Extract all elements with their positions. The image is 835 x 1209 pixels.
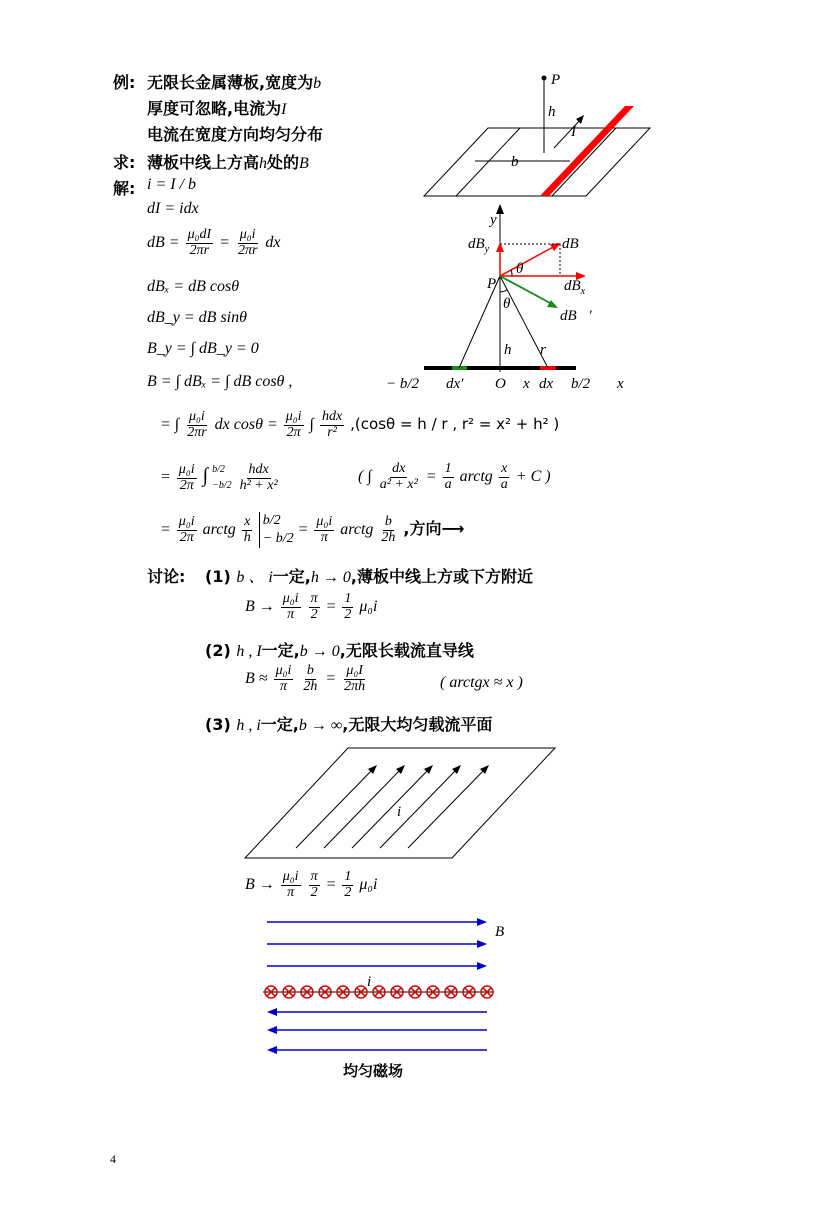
case1-tail: μ₀i bbox=[359, 597, 378, 615]
case3-eq bbox=[245, 870, 377, 900]
case3-den3: 2 bbox=[344, 884, 352, 900]
ask-text: 薄板中线上方高 bbox=[147, 153, 260, 172]
case2-eq-a: B ≈ bbox=[245, 669, 268, 687]
case2-num2: b bbox=[306, 663, 314, 678]
plane-outline bbox=[245, 748, 555, 858]
fig2-label-h: h bbox=[504, 342, 512, 358]
example-label: 例: bbox=[113, 73, 136, 92]
eq-line-10 bbox=[160, 512, 464, 548]
fig1-label-I: I bbox=[571, 124, 576, 140]
eq9-upper: b/2 bbox=[212, 464, 225, 475]
field-head-top-3 bbox=[477, 962, 487, 970]
case1-desc: ,薄板中线上方或下方附近 bbox=[350, 567, 533, 586]
ask-tail: 处的 bbox=[267, 153, 300, 172]
current-arrowheads bbox=[368, 765, 489, 774]
problem-text-2: 厚度可忽略,电流为 bbox=[147, 99, 282, 118]
case1-eq bbox=[245, 592, 377, 622]
case2-note: ( arctgx ≈ x ) bbox=[440, 674, 523, 691]
fig2-dBy-main: dB bbox=[468, 236, 485, 252]
fig1-label-h: h bbox=[548, 104, 556, 120]
eq3-lhs: dB = bbox=[147, 233, 180, 251]
field-head-bottom-1 bbox=[267, 1008, 277, 1016]
eq10-lower: − b/2 bbox=[262, 531, 294, 547]
eq10-num2: x bbox=[244, 514, 251, 529]
fig2-label-dB: dB⃗ bbox=[562, 236, 591, 252]
case1-num3: 1 bbox=[344, 591, 352, 606]
field-heads-above bbox=[477, 918, 487, 970]
ask-line bbox=[147, 150, 321, 173]
solution-label: 解: bbox=[113, 179, 136, 198]
eq9-den1: 2π bbox=[179, 477, 194, 493]
current-line-1 bbox=[296, 768, 374, 848]
strip-edge-right bbox=[552, 128, 616, 196]
eq-B-integral: B = ∫ dBₓ = ∫ dB cosθ , bbox=[147, 373, 293, 390]
case3-limit: b → ∞ bbox=[298, 717, 343, 734]
eq3-num2: μ₀i bbox=[239, 227, 256, 242]
fig2-dBy-sub: y bbox=[484, 244, 490, 255]
field-lines-below bbox=[273, 1012, 487, 1050]
eq9-num2: hdx bbox=[248, 461, 269, 477]
eq10-den2: h bbox=[243, 529, 251, 545]
fig2-label-theta-top: θ bbox=[516, 261, 524, 277]
eq9-a: = bbox=[160, 468, 171, 486]
case1-vars: b 、 i bbox=[236, 569, 273, 586]
case-1 bbox=[205, 564, 533, 587]
fig4-label-i: i bbox=[367, 974, 372, 990]
current-line-4 bbox=[380, 768, 458, 848]
case3-tail: μ₀i bbox=[359, 875, 378, 893]
fig2-label-x-pos: x bbox=[523, 376, 530, 392]
fig2-label-dx-prime: dx′ bbox=[446, 376, 464, 392]
case2-eq-sign: = bbox=[325, 669, 337, 687]
case2-den1: π bbox=[279, 678, 287, 694]
eq8-den3: r² bbox=[327, 424, 337, 440]
fig2-label-P: P bbox=[487, 276, 497, 292]
eq8-num2: μ₀i bbox=[285, 409, 302, 424]
eq9-note-eq: = bbox=[425, 467, 437, 485]
eq10-a: = bbox=[160, 520, 171, 538]
case2-eq bbox=[245, 664, 369, 694]
eq10-num1: μ₀i bbox=[178, 514, 195, 529]
case3-den2: 2 bbox=[310, 884, 318, 900]
current-line-5 bbox=[408, 768, 486, 848]
case2-limit: b → 0 bbox=[299, 643, 340, 660]
problem-line-1 bbox=[147, 70, 321, 93]
eq3-num1: μ₀dI bbox=[187, 227, 212, 242]
fig2-label-y: y bbox=[490, 212, 497, 228]
eq8-num3: hdx bbox=[321, 409, 343, 424]
var-I: I bbox=[281, 101, 287, 118]
fig1-label-b: b bbox=[511, 154, 519, 170]
case1-den1: π bbox=[287, 606, 295, 622]
fig2-label-r: r bbox=[540, 342, 546, 358]
case3-const: 一定, bbox=[260, 715, 299, 734]
current-lines bbox=[296, 768, 486, 848]
case3-den1: π bbox=[287, 884, 295, 900]
eq8-num1: μ₀i bbox=[189, 409, 205, 424]
eq8-den1: 2πr bbox=[187, 424, 207, 440]
case2-num3: μ₀I bbox=[346, 663, 363, 678]
fig2-label-x-axis: x bbox=[617, 376, 624, 392]
fig4-label-B: B⃗ bbox=[495, 924, 516, 940]
uniform-field-figure bbox=[255, 910, 525, 1082]
problem-text-1: 无限长金属薄板,宽度为 bbox=[147, 73, 314, 92]
eq9-int: ∫ bbox=[202, 464, 209, 487]
eq3-den1: 2πr bbox=[189, 242, 210, 258]
eq-dBy: dB_y = dB sinθ bbox=[147, 309, 247, 326]
current-line-3 bbox=[352, 768, 430, 848]
eq-line-9-note bbox=[358, 462, 551, 492]
eq9-note-tail: + C ) bbox=[515, 467, 551, 485]
case3-num3: 1 bbox=[344, 869, 352, 884]
strip-perspective-figure bbox=[420, 66, 660, 202]
field-head-top-1 bbox=[477, 918, 487, 926]
case2-vars: h , I bbox=[236, 643, 262, 660]
case3-num1: μ₀i bbox=[282, 869, 299, 884]
eq8-note: ,(cosθ = h / r , r² = x² + h² ) bbox=[350, 414, 560, 433]
eq9-note-a: ( ∫ bbox=[358, 467, 372, 485]
ask-label: 求: bbox=[113, 153, 136, 172]
fig2-dBx-main: dB bbox=[564, 278, 581, 294]
current-arrow bbox=[554, 118, 582, 148]
fig2-label-neg-half-b: − b/2 bbox=[386, 376, 420, 392]
eq10-upper: b/2 bbox=[262, 513, 281, 528]
eq-dI: dI = idx bbox=[147, 200, 199, 217]
fig2-label-half-b: b/2 bbox=[571, 376, 591, 392]
eq-line-9 bbox=[160, 462, 282, 494]
case1-eq-a: B → bbox=[245, 597, 275, 615]
eq-By: B_y = ∫ dB_y = 0 bbox=[147, 340, 259, 357]
eq8-den2: 2π bbox=[286, 424, 301, 440]
field-head-bottom-3 bbox=[267, 1046, 277, 1054]
fig2-dBx-sub: x bbox=[580, 286, 586, 297]
fig3-label-i: i bbox=[397, 804, 402, 820]
case1-num1: μ₀i bbox=[282, 591, 299, 606]
eq3-eq: = bbox=[219, 233, 230, 251]
eq9-note-num1: dx bbox=[392, 461, 406, 476]
current-line-2 bbox=[324, 768, 402, 848]
eq9-note-num2: 1 bbox=[444, 461, 452, 476]
eq-dB bbox=[147, 228, 281, 258]
eq10-mid2: arctg bbox=[340, 520, 374, 538]
eq8-b: dx cosθ = bbox=[214, 415, 278, 433]
case2-const: 一定, bbox=[261, 641, 300, 660]
case1-const: 一定, bbox=[272, 567, 311, 586]
eq-line-8 bbox=[160, 410, 559, 440]
var-h: h bbox=[259, 155, 268, 172]
point-P-dot bbox=[542, 76, 547, 81]
infinite-plane-figure bbox=[240, 744, 560, 864]
theta-arc-top bbox=[511, 270, 512, 276]
case1-num: (1) bbox=[205, 567, 231, 586]
fig2-label-dB-prime: dB⃗′ bbox=[560, 308, 592, 324]
eq10-eq: = bbox=[297, 520, 309, 538]
case3-num2: π bbox=[310, 869, 318, 884]
case1-num2: π bbox=[310, 591, 318, 606]
eq9-note-den2: a bbox=[444, 476, 452, 492]
eq10-direction: ,方向⟶ bbox=[403, 518, 465, 538]
eq8-c: ∫ bbox=[309, 415, 314, 433]
eq9-den2: h² + x² bbox=[239, 477, 278, 493]
eq10-den1: 2π bbox=[179, 529, 194, 545]
field-lines-above bbox=[267, 922, 481, 966]
case2-desc: ,无限长载流直导线 bbox=[339, 641, 474, 660]
eq3-den2: 2πr bbox=[237, 242, 258, 258]
eq8-a: = ∫ bbox=[160, 415, 180, 433]
case-2 bbox=[205, 638, 474, 661]
case1-eq-sign: = bbox=[325, 597, 337, 615]
discussion-label: 讨论: bbox=[147, 567, 186, 586]
case3-desc: ,无限大均匀载流平面 bbox=[342, 715, 493, 734]
strip-plane-outline bbox=[424, 128, 650, 196]
eq10-num3: μ₀i bbox=[316, 514, 333, 529]
eq9-note-num3: x bbox=[501, 461, 508, 476]
var-b: b bbox=[313, 75, 322, 92]
field-head-top-2 bbox=[477, 940, 487, 948]
case2-num1: μ₀i bbox=[275, 663, 292, 678]
case3-eq-sign: = bbox=[325, 875, 337, 893]
eq-current-density: i = I / b bbox=[147, 176, 197, 193]
case3-num: (3) bbox=[205, 715, 231, 734]
eq9-lower: −b/2 bbox=[212, 480, 232, 491]
case1-limit: h → 0 bbox=[310, 569, 351, 586]
problem-line-2 bbox=[147, 96, 286, 119]
fig2-label-dBy bbox=[468, 236, 490, 255]
field-head-bottom-2 bbox=[267, 1026, 277, 1034]
eq10-mid: arctg bbox=[202, 520, 236, 538]
eq9-num1: μ₀i bbox=[178, 461, 195, 477]
eq10-den4: 2h bbox=[381, 529, 396, 545]
case3-eq-a: B → bbox=[245, 875, 275, 893]
fig2-label-dx: dx bbox=[539, 376, 554, 392]
eq10-den3: π bbox=[320, 529, 328, 545]
case2-den3: 2πh bbox=[344, 678, 366, 694]
var-B: B⃗ bbox=[299, 155, 322, 172]
eq9-note-den1: a² + x² bbox=[379, 476, 418, 492]
page-number: 4 bbox=[110, 1152, 116, 1166]
field-heads-below bbox=[267, 1008, 277, 1054]
eq-dBx: dBₓ = dB cosθ bbox=[147, 278, 240, 295]
eq9-note-den3: a bbox=[500, 476, 508, 492]
cross-section-figure bbox=[380, 196, 640, 394]
fig2-label-theta-low: θ bbox=[503, 296, 511, 312]
y-axis-arrowhead bbox=[496, 204, 504, 214]
eq3-tail: dx bbox=[265, 233, 281, 251]
fig1-label-P: P bbox=[551, 72, 561, 88]
case1-den3: 2 bbox=[344, 606, 352, 622]
case1-den2: 2 bbox=[310, 606, 318, 622]
eq10-num4: b bbox=[384, 514, 392, 529]
case-3 bbox=[205, 712, 492, 735]
case2-den2: 2h bbox=[303, 678, 318, 694]
fig2-label-dBx bbox=[564, 278, 586, 297]
theta-arc-low bbox=[500, 290, 507, 292]
eq9-note-mid: arctg bbox=[459, 467, 493, 485]
case3-vars: h , i bbox=[236, 717, 261, 734]
case2-num: (2) bbox=[205, 641, 231, 660]
problem-line-3: 电流在宽度方向均匀分布 bbox=[147, 125, 324, 144]
dB-arrow bbox=[500, 246, 555, 276]
fig2-label-origin: O bbox=[495, 376, 506, 392]
fig4-caption: 均匀磁场 bbox=[343, 1062, 404, 1080]
